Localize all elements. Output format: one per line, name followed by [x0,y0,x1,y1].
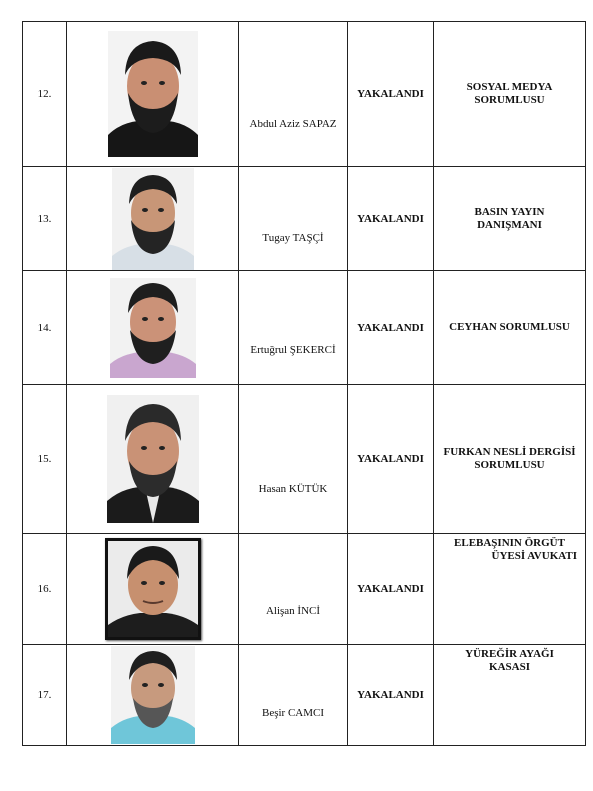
person-name: Abdul Aziz SAPAZ [249,118,337,130]
photo-cell [67,271,239,385]
person-name: Alişan İNCİ [265,604,321,617]
role-line-1: ELEBAŞININ ÖRGÜT [454,537,565,549]
portrait-photo [107,395,199,523]
row-number: 16. [23,534,67,645]
role-line-1: YÜREĞİR AYAĞI [465,648,554,660]
role-line-2: ÜYESİ AVUKATI [491,550,577,562]
detainee-table [22,21,586,746]
table-row [23,645,586,746]
role-cell [434,271,586,385]
name-cell [239,534,348,645]
name-cell [239,271,348,385]
photo-cell [67,385,239,534]
photo-cell [67,167,239,271]
status-label: YAKALANDI [348,167,434,271]
photo-cell [67,22,239,167]
table-row [23,534,586,645]
role-cell [434,534,586,645]
status-label: YAKALANDI [348,534,434,645]
role-line-2: SORUMLUSU [474,459,545,471]
name-cell [239,167,348,271]
table-row [23,385,586,534]
table-row [23,271,586,385]
portrait-photo [108,31,198,157]
row-number: 14. [23,271,67,385]
role-line-2: KASASI [489,661,530,673]
person-name: Tugay TAŞÇİ [262,231,324,244]
status-label: YAKALANDI [348,22,434,167]
role-line-2: SORUMLUSU [474,94,545,106]
role-line-2: DANIŞMANI [477,218,542,231]
photo-cell [67,645,239,746]
photo-cell [67,534,239,645]
portrait-photo [112,168,194,270]
portrait-photo [110,278,196,378]
status-label: YAKALANDI [348,645,434,746]
table-row [23,167,586,271]
role-line-1: CEYHAN SORUMLUSU [449,321,570,333]
portrait-photo [105,538,201,640]
portrait-photo [111,646,195,744]
table-row [23,22,586,167]
role-cell [434,22,586,167]
role-line-1: BASIN YAYIN [474,205,545,218]
role-cell [434,167,586,271]
role-cell [434,645,586,746]
row-number: 12. [23,22,67,167]
name-cell [239,385,348,534]
row-number: 17. [23,645,67,746]
row-number: 15. [23,385,67,534]
role-line-1: SOSYAL MEDYA [466,81,553,93]
name-cell [239,22,348,167]
status-label: YAKALANDI [348,385,434,534]
role-line-1: FURKAN NESLİ DERGİSİ [443,446,576,458]
row-number: 13. [23,167,67,271]
name-cell [239,645,348,746]
role-cell [434,385,586,534]
status-label: YAKALANDI [348,271,434,385]
person-name: Beşir CAMCI [261,707,325,719]
person-name: Hasan KÜTÜK [258,483,328,495]
person-name: Ertuğrul ŞEKERCİ [250,343,336,356]
